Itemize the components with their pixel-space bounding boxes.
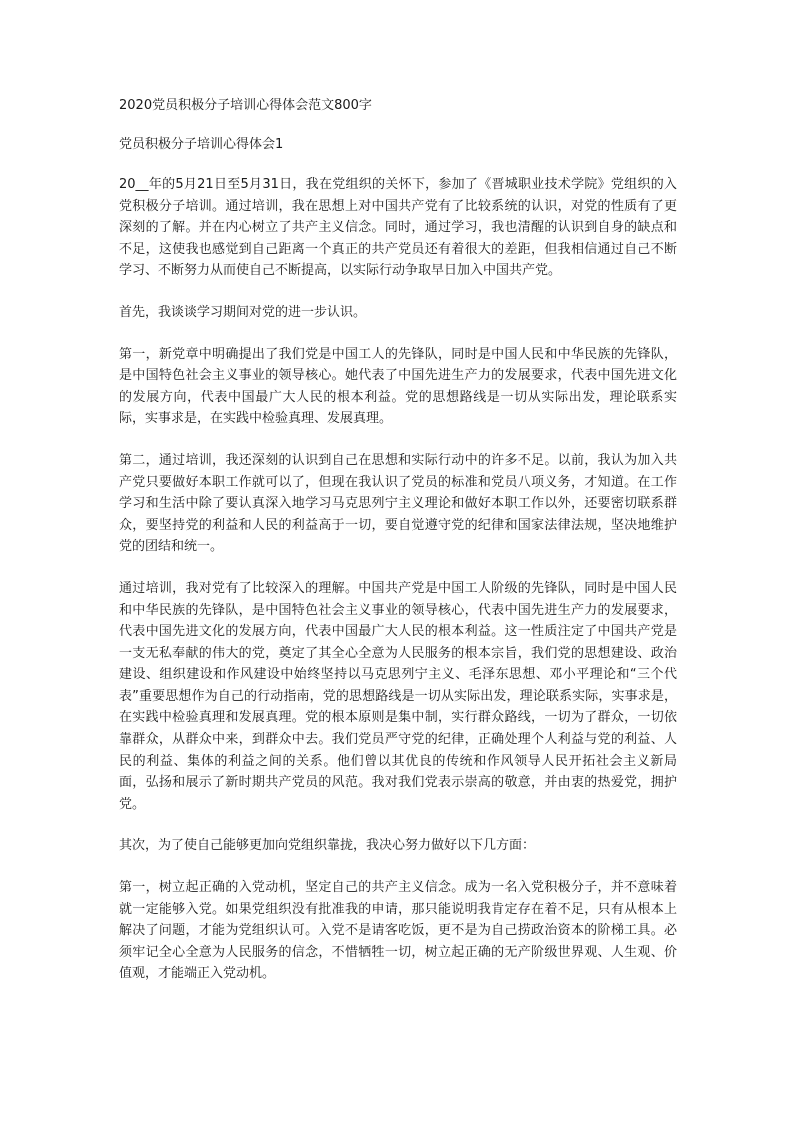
paragraph-understanding-1: 第一，新党章中明确提出了我们党是中国工人的先锋队，同时是中国人民和中华民族的先锋队，是中国特色社会主义事业的领导核心。她代表了中国先进生产力的发展要求，代表中国先进文化的发展方向，代表中国最广大人民的根本利益。党的思想路线是一切从实际出发，理论联系实际，实事求是，在实践中检验真理、发展真理。 <box>119 346 677 427</box>
document-title: 2020党员积极分子培训心得体会范文800字 <box>119 98 372 113</box>
section-heading: 党员积极分子培训心得体会1 <box>119 137 284 152</box>
paragraph-understanding-3: 通过培训，我对党有了比较深入的理解。中国共产党是中国工人阶级的先锋队，同时是中国人民和中华民族的先锋队，是中国特色社会主义事业的领导核心，代表中国先进生产力的发展要求，代表中国先进文化的发展方向，代表中国最广大人民的根本利益。这一性质注定了中国共产党是一支无私奉献的伟大的党，奠定了其全心全意为人民服务的根本宗旨，我们党的思想建设、政治建设、组织建设和作风建设中始终坚持以马克思列宁主义、毛泽东思想、邓小平理论和“三个代表”重要思想作为自己的行动指南，党的思想路线是一切从实际出发，理论联系实际，实事求是，在实践中检验真理和发展真理。党的根本原则是集中制，实行群众路线，一切为了群众，一切依靠群众，从群众中来，到群众中去。我们党员严守党的纪律，正确处理个人利益与党的利益、人民的利益、集体的利益之间的关系。他们曾以其优良的传统和作风领导人民开拓社会主义新局面，弘扬和展示了新时期共产党员的风范。我对我们党表示崇高的敬意，并由衷的热爱党，拥护党。 <box>119 580 677 812</box>
paragraph-understanding-2: 第二，通过培训，我还深刻的认识到自己在思想和实际行动中的许多不足。以前，我认为加入共产党只要做好本职工作就可以了，但现在我认识了党员的标准和党员八项义务，才知道。在工作学习和生活中除了要认真深入地学习马克思列宁主义理论和做好本职工作以外，还要密切联系群众，要坚持党的利益和人民的利益高于一切，要自觉遵守党的纪律和国家法律法规，坚决地维护党的团结和统一。 <box>119 452 677 555</box>
paragraph-first-point: 首先，我谈谈学习期间对党的进一步认识。 <box>119 304 367 320</box>
document-page <box>119 96 677 1005</box>
paragraph-second-point: 其次，为了使自己能够更加向党组织靠拢，我决心努力做好以下几方面： <box>119 838 536 854</box>
paragraph-motivation: 第一，树立起正确的入党动机，坚定自己的共产主义信念。成为一名入党积极分子，并不意味着就一定能够入党。如果党组织没有批准我的申请，那只能说明我肯定存在着不足，只有从根本上解决了问题，才能为党组织认可。入党不是请客吃饭，更不是为自己捞政治资本的阶梯工具。必须牢记全心全意为人民服务的信念，不惜牺牲一切，树立起正确的无产阶级世界观、人生观、价值观，才能端正入党动机。 <box>119 880 677 982</box>
paragraph-intro: 20__年的5月21日至5月31日，我在党组织的关怀下，参加了《晋城职业技术学院》党组织的入党积极分子培训。通过培训，我在思想上对中国共产党有了比较系统的认识，对党的性质有了更深刻的了解。并在内心树立了共产主义信念。同时，通过学习，我也清醒的认识到自身的缺点和不足，这使我也感觉到自己距离一个真正的共产党员还有着很大的差距，但我相信通过自己不断学习、不断努力从而使自己不断提高，以实际行动争取早日加入中国共产党。 <box>119 177 677 279</box>
